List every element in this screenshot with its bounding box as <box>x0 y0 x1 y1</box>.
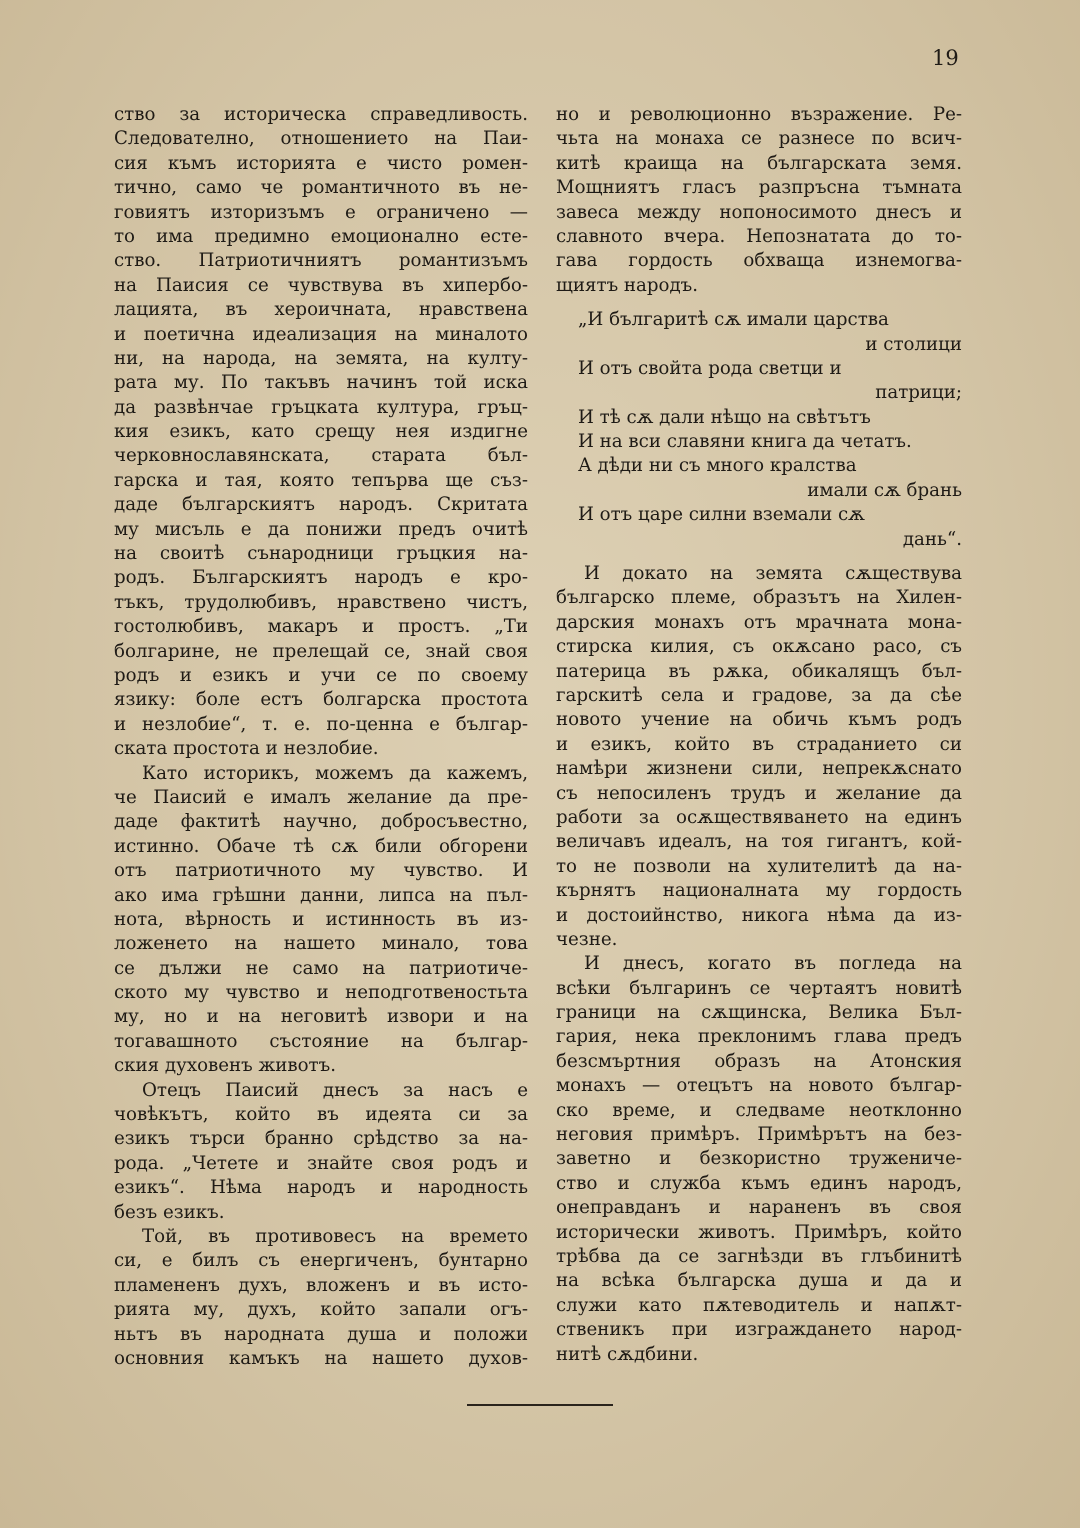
right-body-line: онеправданъ и нараненъ въ своя <box>556 1197 962 1219</box>
left-column-line: ложенето на нашето минало, това <box>114 933 528 955</box>
left-column-line: Отецъ Паисий днесъ за насъ е <box>142 1079 528 1101</box>
poem-line: патрици; <box>875 382 962 404</box>
left-column-line: рата му. По такъвъ начинъ той иска <box>114 372 528 394</box>
right-body-line: граници на сѫщинска, Велика Бъл- <box>556 1002 962 1024</box>
left-column-line: кия езикъ, като срещу нея издигне <box>114 421 528 443</box>
left-column-line: Следователно, отношението на Паи- <box>114 128 528 150</box>
poem-line: И отъ царе силни вземали сѫ <box>578 504 865 526</box>
left-column-line: ския духовенъ животъ. <box>114 1055 336 1077</box>
right-body-line: служи като пѫтеводитель и напѫт- <box>556 1294 962 1316</box>
left-column-line: черковнославянската, старата бъл- <box>114 445 528 467</box>
right-body-line: нитѣ сѫдбини. <box>556 1343 699 1365</box>
right-body-line: и езикъ, който въ страданието си <box>556 733 962 755</box>
poem-line: „И българитѣ сѫ имали царства <box>578 309 889 331</box>
right-intro-line: щиятъ народъ. <box>556 274 699 296</box>
right-body-line: стирска килия, съ окѫсано расо, съ <box>556 636 962 658</box>
right-intro-paragraph <box>556 103 962 298</box>
right-intro-line: но и революционно възражение. Ре- <box>556 104 962 125</box>
left-column-line: лацията, въ хероичната, нравствена <box>114 299 528 321</box>
left-column-line: ското му чувство и неподготвеностьта <box>114 982 528 1004</box>
right-body-line: то не позволи на хулителитѣ да на- <box>556 855 962 877</box>
left-column-line: нота, вѣрность и истинность въ из- <box>114 908 528 930</box>
right-intro-line: Мощниятъ гласъ разпръсна тъмната <box>556 177 962 199</box>
left-column-line: тично, само че романтичното въ не- <box>114 177 528 199</box>
end-rule <box>467 1404 613 1406</box>
left-column-line: езикъ“. Нѣма народъ и народность <box>114 1177 528 1199</box>
right-body-text <box>556 562 962 1367</box>
left-column-line: да развѣнчае гръцката култура, гръц- <box>114 396 528 418</box>
left-column-line: езикъ търси бранно срѣдство за на- <box>114 1128 528 1150</box>
left-column-line: човѣкътъ, който въ идеята си за <box>114 1104 528 1126</box>
stanza-gap-bottom <box>556 552 962 562</box>
left-column-line: ни, на народа, на земята, на култу- <box>114 347 528 369</box>
poem-line: и столици <box>865 333 962 355</box>
right-body-line: съ непосиленъ трудъ и желание да <box>556 782 962 804</box>
left-column-line: тогавашното състояние на българ- <box>114 1030 528 1052</box>
right-body-line: трѣбва да се загнѣзди въ глъбинитѣ <box>556 1245 962 1267</box>
left-column-line: болгарине, не прелещай се, знай своя <box>114 640 528 662</box>
right-body-line: И днесъ, когато въ погледа на <box>584 953 962 975</box>
left-column-line: ство. Патриотичниятъ романтизъмъ <box>114 250 528 272</box>
left-column-line: основния камъкъ на нашето духов- <box>114 1347 528 1369</box>
left-column-line: се дължи не само на патриотиче- <box>114 957 528 979</box>
left-column-line: язику: боле естъ болгарска простота <box>114 689 528 711</box>
left-column-line: рията му, духъ, който запали огъ- <box>114 1299 528 1321</box>
left-column-line: тъкъ, трудолюбивъ, нравствено чистъ, <box>114 591 528 613</box>
left-column-line: че Паисий е ималъ желание да пре- <box>114 786 528 808</box>
right-body-line: монахъ — отецътъ на новото българ- <box>556 1075 962 1097</box>
left-column-line: му, но и на неговитѣ извори и на <box>114 1006 528 1028</box>
poem-line: И тѣ сѫ дали нѣщо на свѣтътъ <box>578 406 871 428</box>
right-body-line: И докато на земята сѫществува <box>584 563 962 585</box>
right-intro-line: гава гордость обхваща изнемогва- <box>556 250 962 272</box>
left-column-line: ако има грѣшни данни, липса на пъл- <box>114 884 528 906</box>
left-column-line: му мисъль е да понижи предъ очитѣ <box>114 518 528 540</box>
left-column-line: и поетична идеализация на миналото <box>114 323 528 345</box>
right-body-line: всѣки българинъ се чертаятъ новитѣ <box>556 977 962 999</box>
right-body-line: кърнятъ националната му гордость <box>556 880 962 902</box>
right-intro-line: чьта на монаха се разнесе по всич- <box>556 128 962 150</box>
right-body-line: патерица въ рѫка, обикалящъ бъл- <box>556 660 962 682</box>
right-intro-line: китѣ краища на българската земя. <box>556 152 962 174</box>
left-column-line: пламененъ духъ, вложенъ и въ исто- <box>114 1274 528 1296</box>
right-body-line: на всѣка българска душа и да и <box>556 1270 962 1292</box>
left-column-line: гостолюбивъ, макаръ и простъ. „Ти <box>114 616 528 638</box>
left-column-line: рода. „Четете и знайте своя родъ и <box>114 1152 528 1174</box>
left-column-line: безъ езикъ. <box>114 1201 225 1223</box>
left-column-line: Като историкъ, можемъ да кажемъ, <box>142 762 528 784</box>
left-column-line: и незлобие“, т. е. по-ценна е българ- <box>114 713 528 735</box>
poem-line: А дѣди ни съ много кралства <box>578 455 857 477</box>
right-body-line: гарскитѣ села и градове, за да сѣе <box>556 684 962 706</box>
right-body-line: чезне. <box>556 928 618 950</box>
stanza-gap-top <box>556 298 962 308</box>
right-body-line: исторически животъ. Примѣръ, който <box>556 1221 962 1243</box>
left-column-line: ство за историческа справедливость. <box>114 104 528 125</box>
left-column-line: на Паисия се чувствува въ хипербо- <box>114 274 528 296</box>
left-column-line: Той, въ противовесъ на времето <box>142 1225 528 1247</box>
left-column-line: истинно. Обаче тѣ сѫ били обгорени <box>114 835 528 857</box>
left-column-line: родъ. Българскиятъ народъ е кро- <box>114 567 528 589</box>
left-column-line: отъ патриотичното му чувство. И <box>114 860 528 882</box>
right-body-line: намѣри жизнени сили, непрекѫснато <box>556 758 962 780</box>
right-body-line: гария, нека преклонимъ глава предъ <box>556 1026 962 1048</box>
left-column-line: ньтъ въ народната душа и положи <box>114 1323 528 1345</box>
poem-line: имали сѫ брань <box>807 479 962 501</box>
right-body-line: дарския монахъ отъ мрачната мона- <box>556 611 962 633</box>
right-body-line: ственикъ при изграждането народ- <box>556 1319 962 1341</box>
left-column-line: даде фактитѣ научно, добросъвестно, <box>114 811 528 833</box>
left-column-line: гарска и тая, която тепърва ще съз- <box>114 469 528 491</box>
right-body-line: заветно и безкористно труженичe- <box>556 1148 962 1170</box>
left-column-line: си, е билъ съ енергиченъ, бунтарно <box>114 1250 528 1272</box>
right-intro-line: славното вчера. Непознатата до то- <box>556 225 962 247</box>
left-column-line: сия къмъ историята е чисто ромен- <box>114 152 528 174</box>
poem-line: дань“. <box>902 528 962 550</box>
left-column-line: ската простота и незлобие. <box>114 738 379 760</box>
right-body-line: величавъ идеалъ, на тоя гигантъ, кой- <box>556 831 962 853</box>
left-column-line: то има предимно емоционално есте- <box>114 225 528 247</box>
poem-line: И на вси славяни книга да четатъ. <box>578 431 912 453</box>
left-column <box>114 103 528 1371</box>
page-number: 19 <box>932 46 959 70</box>
right-body-line: работи за осѫществяването на единъ <box>556 806 962 828</box>
poem-quote <box>556 308 962 552</box>
right-body-line: ство и служба къмъ единъ народъ, <box>556 1172 962 1194</box>
right-column <box>556 103 962 1367</box>
left-column-line: на своитѣ сънародници гръцкия на- <box>114 543 528 565</box>
right-body-line: българско племе, образътъ на Хилен- <box>556 587 962 609</box>
left-column-line: даде българскиятъ народъ. Скритата <box>114 494 528 516</box>
right-body-line: и достоийнство, никога нѣма да из- <box>556 904 962 926</box>
right-body-line: безсмъртния образъ на Атонския <box>556 1050 962 1072</box>
poem-line: И отъ свойта рода светци и <box>578 357 842 379</box>
right-body-line: неговия примѣръ. Примѣрътъ на без- <box>556 1124 962 1146</box>
right-body-line: ско време, и следваме неотклонно <box>556 1099 962 1121</box>
left-column-line: говиятъ изторизъмъ е ограничено — <box>114 201 528 223</box>
right-intro-line: завеса между нопоносимото днесъ и <box>556 201 962 223</box>
right-body-line: новото учение на обичь къмъ родъ <box>556 709 962 731</box>
left-column-line: родъ и езикъ и учи се по своему <box>114 664 528 686</box>
